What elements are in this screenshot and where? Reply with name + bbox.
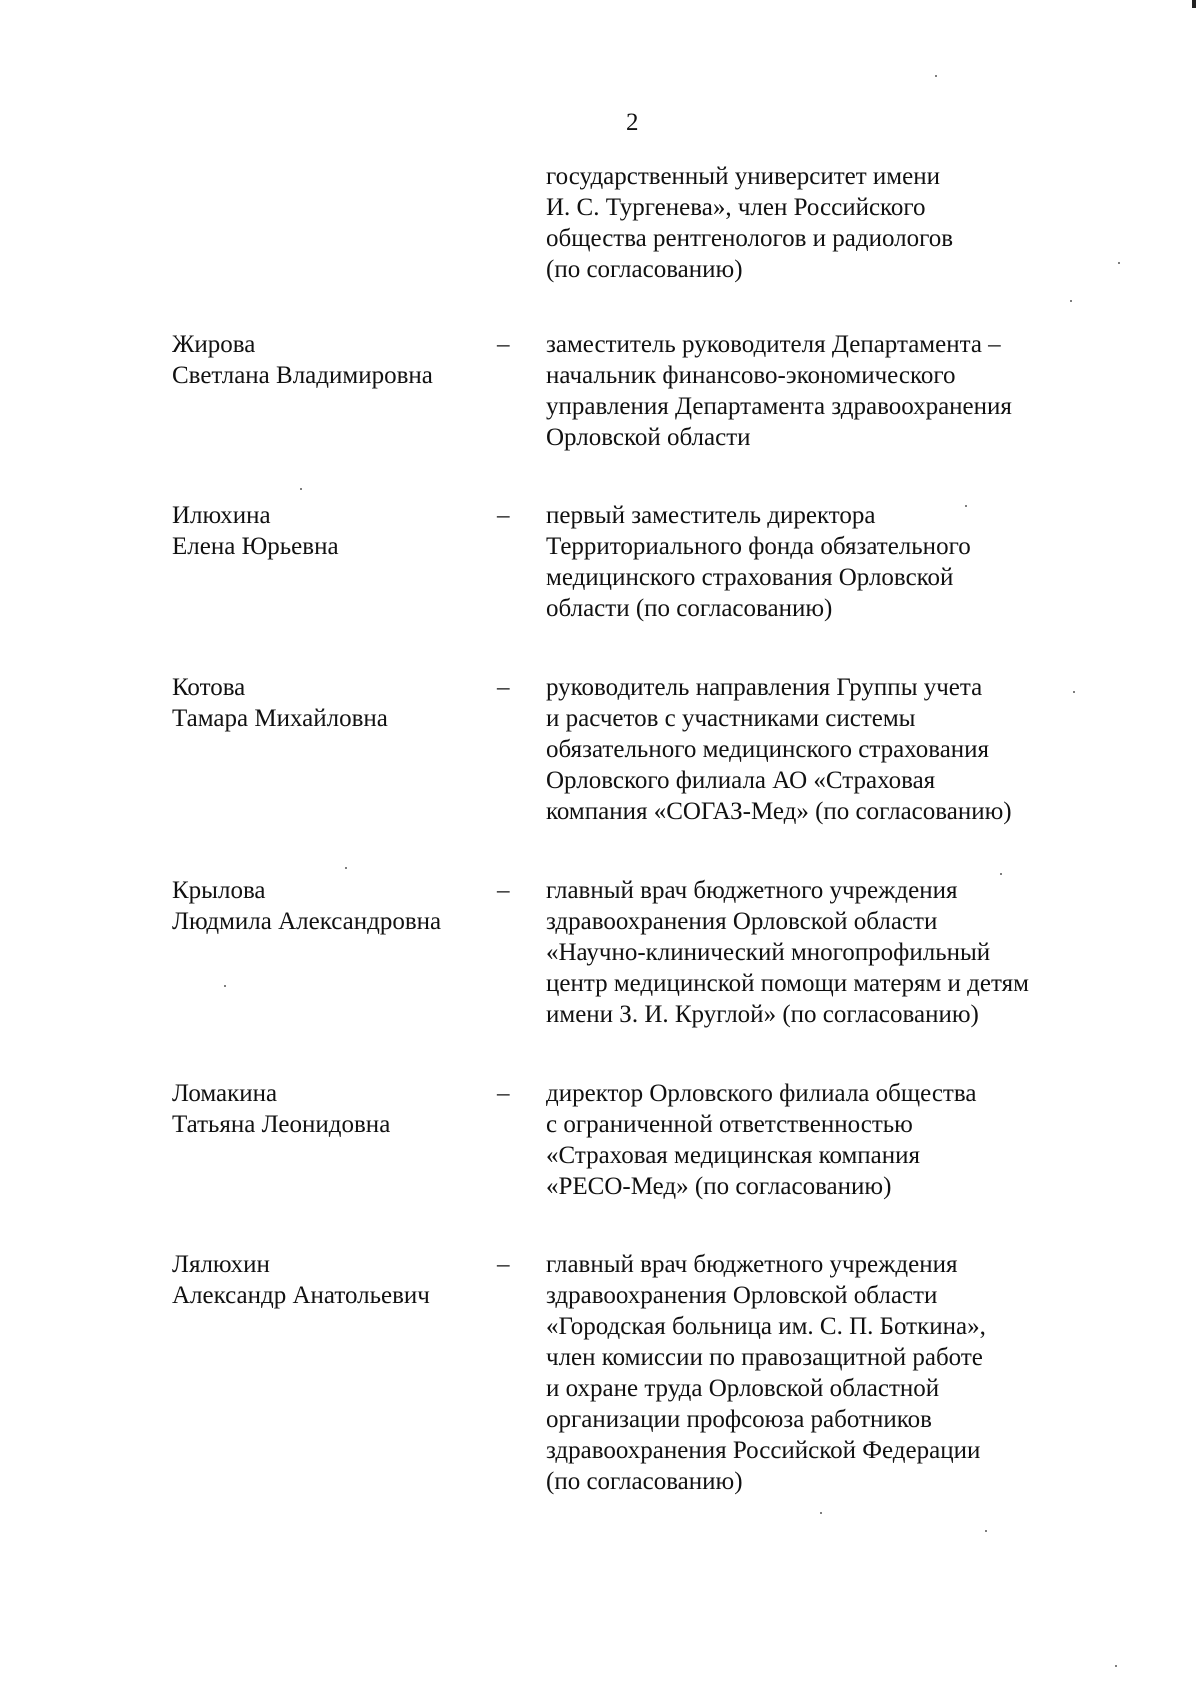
position-line: с ограниченной ответственностью [546,1111,913,1138]
position-line: и расчетов с участниками системы [546,705,916,732]
member-name [172,500,502,562]
dash-separator: – [497,1080,510,1107]
position-line: Орловской области [546,424,751,451]
dash-separator: – [497,1251,510,1278]
scan-speck [935,75,937,77]
scan-speck [345,867,347,869]
scan-speck [1000,873,1002,875]
scan-speck [1070,300,1072,302]
member-position [546,1249,1106,1497]
position-line: «Страховая медицинская компания [546,1142,921,1169]
position-line: области (по согласованию) [546,595,833,622]
member-position [546,1078,1106,1202]
description-line: государственный университет имени [546,163,940,190]
scan-speck [1115,1665,1117,1667]
dash-separator: – [497,331,510,358]
description-line: И. С. Тургенева», член Российского [546,194,926,221]
member-name [172,672,502,734]
scan-speck [985,1530,987,1532]
member-position [546,500,1106,624]
position-line: (по согласованию) [546,1468,743,1495]
member-surname: Лялюхин [172,1251,270,1278]
scan-edge-mark [1192,0,1196,8]
position-line: Орловского филиала АО «Страховая [546,767,936,794]
position-line: член комиссии по правозащитной работе [546,1344,983,1371]
scan-speck [965,505,967,507]
member-given-name: Александр Анатольевич [172,1282,430,1309]
description-line: общества рентгенологов и радиологов [546,225,954,252]
description-line: (по согласованию) [546,256,743,283]
member-given-name: Елена Юрьевна [172,533,339,560]
member-name [172,1078,502,1140]
position-line: организации профсоюза работников [546,1406,932,1433]
member-given-name: Татьяна Леонидовна [172,1111,391,1138]
position-line: «РЕСО-Мед» (по согласованию) [546,1173,892,1200]
position-line: главный врач бюджетного учреждения [546,877,958,904]
dash-separator: – [497,502,510,529]
position-line: обязательного медицинского страхования [546,736,990,763]
member-surname: Котова [172,674,246,701]
position-line: первый заместитель директора [546,502,876,529]
dash-separator: – [497,877,510,904]
member-given-name: Тамара Михайловна [172,705,388,732]
scan-speck [1073,691,1075,693]
member-position [546,672,1106,827]
member-name [172,875,502,937]
position-line: Территориального фонда обязательного [546,533,971,560]
position-line: медицинского страхования Орловской [546,564,954,591]
position-line: заместитель руководителя Департамента – [546,331,1001,358]
scan-speck [300,488,302,490]
position-line: «Научно-клинический многопрофильный [546,939,991,966]
position-line: «Городская больница им. С. П. Боткина», [546,1313,986,1340]
member-surname: Жирова [172,331,256,358]
position-line: здравоохранения Орловской области [546,1282,938,1309]
member-given-name: Светлана Владимировна [172,362,433,389]
member-given-name: Людмила Александровна [172,908,442,935]
member-position [546,329,1106,453]
member-name [172,1249,502,1311]
position-line: здравоохранения Российской Федерации [546,1437,981,1464]
scan-speck [1118,262,1120,264]
member-surname: Илюхина [172,502,271,529]
position-line: имени З. И. Круглой» (по согласованию) [546,1001,979,1028]
member-surname: Крылова [172,877,266,904]
dash-separator: – [497,674,510,701]
position-line: здравоохранения Орловской области [546,908,938,935]
member-name [172,329,502,391]
member-surname: Ломакина [172,1080,278,1107]
position-line: главный врач бюджетного учреждения [546,1251,958,1278]
position-line: и охране труда Орловской областной [546,1375,940,1402]
scan-speck [820,1512,822,1514]
position-line: центр медицинской помощи матерям и детям [546,970,1029,997]
member-position [546,875,1106,1030]
position-line: директор Орловского филиала общества [546,1080,977,1107]
position-line: управления Департамента здравоохранения [546,393,1012,420]
page-number: 2 [626,109,639,136]
scan-speck [224,985,226,987]
position-line: руководитель направления Группы учета [546,674,983,701]
continued-description [546,161,1106,285]
position-line: компания «СОГАЗ-Мед» (по согласованию) [546,798,1012,825]
position-line: начальник финансово-экономического [546,362,956,389]
